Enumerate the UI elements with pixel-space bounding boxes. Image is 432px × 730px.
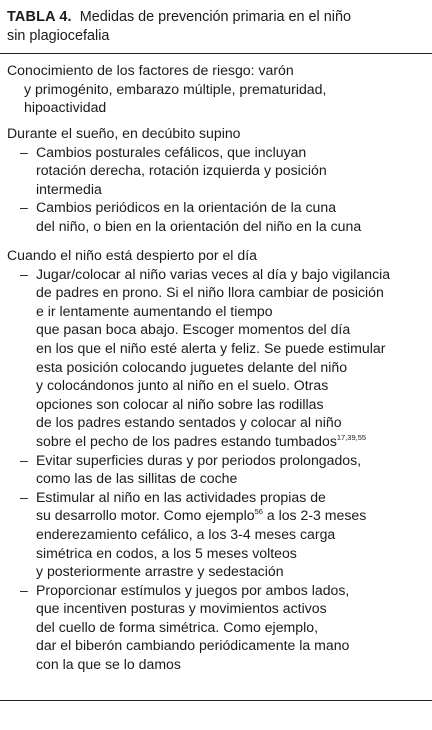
item-line: rotación derecha, rotación izquierda y posición <box>36 162 327 179</box>
caption-line1: Medidas de prevención primaria en el niño <box>79 9 351 25</box>
top-rule <box>0 53 432 54</box>
item-line: esta posición colocando juguetes delante del niño <box>36 358 348 375</box>
item-line: intermedia <box>36 180 102 197</box>
awake-heading: Cuando el niño está despierto por el día <box>7 247 257 263</box>
list-item <box>7 143 425 199</box>
item-line: Proporcionar estímulos y juegos por ambos lados, <box>36 581 350 598</box>
risk-line3: hipoactividad <box>24 99 107 116</box>
item-line: opciones son colocar al niño sobre las rodillas <box>36 395 324 412</box>
item-line-with-refs <box>36 432 425 451</box>
item-line: simétrica en codos, a los 5 meses volteos <box>36 544 297 561</box>
item-line: enderezamiento cefálico, a los 3-4 meses carga <box>36 525 336 542</box>
item-line: del cuello de forma simétrica. Como ejemplo, <box>36 618 318 635</box>
dash-mark: – <box>20 143 28 160</box>
list-item <box>7 451 425 488</box>
item-line: Cambios posturales cefálicos, que incluyan <box>36 143 307 160</box>
item-line: de padres en prono. Si el niño llora cambiar de posición <box>36 284 384 301</box>
item-line: en los que el niño esté alerta y feliz. Se puede estimular <box>36 339 386 356</box>
risk-line2: y primogénito, embarazo múltiple, prematuridad, <box>24 80 327 97</box>
table-caption <box>7 8 419 46</box>
dash-mark: – <box>20 581 28 598</box>
item-line: que incentiven posturas y movimientos activos <box>36 600 327 617</box>
reference-superscript: 17,39,55 <box>336 432 367 442</box>
bottom-rule <box>0 700 432 701</box>
reference-superscript: 56 <box>254 507 263 517</box>
sleep-heading: Durante el sueño, en decúbito supino <box>7 125 241 141</box>
dash-mark: – <box>20 265 28 282</box>
item-text: su desarrollo motor. Como ejemplo <box>36 507 255 524</box>
section-awake <box>7 246 425 674</box>
item-line: y colocándonos junto al niño en el suelo. Otras <box>36 377 329 394</box>
item-line: que pasan boca abajo. Escoger momentos del día <box>36 321 351 338</box>
dash-mark: – <box>20 488 28 505</box>
dash-mark: – <box>20 199 28 216</box>
list-item <box>7 581 425 674</box>
item-line: Jugar/colocar al niño varias veces al día y bajo vigilancia <box>36 265 391 282</box>
item-line-with-ref <box>36 506 425 525</box>
item-line: como las de las sillitas de coche <box>36 470 238 487</box>
item-line: Evitar superficies duras y por periodos prolongados, <box>36 451 362 468</box>
table-label: TABLA 4. <box>7 9 72 25</box>
item-text: a los 2-3 meses <box>262 507 367 524</box>
list-item <box>7 488 425 581</box>
item-line: con la que se lo damos <box>36 656 181 673</box>
item-line: y posteriormente arrastre y sedestación <box>36 563 284 580</box>
caption-line2: sin plagiocefalia <box>7 28 110 44</box>
list-item <box>7 265 425 451</box>
item-line: Estimular al niño en las actividades propias de <box>36 488 326 505</box>
section-sleep <box>7 124 425 236</box>
item-line: del niño, o bien en la orientación del niño en la cuna <box>36 217 362 234</box>
item-line: de los padres estando sentados y colocar al niño <box>36 414 342 431</box>
item-line: dar el biberón cambiando periódicamente la mano <box>36 637 350 654</box>
item-line: Cambios periódicos en la orientación de la cuna <box>36 199 337 216</box>
list-item <box>7 198 425 235</box>
item-line: sobre el pecho de los padres estando tumbados <box>36 432 337 449</box>
section-risk-factors <box>7 61 425 117</box>
item-line: e ir lentamente aumentando el tiempo <box>36 302 273 319</box>
dash-mark: – <box>20 451 28 468</box>
risk-line1: Conocimiento de los factores de riesgo: varón <box>7 62 294 78</box>
